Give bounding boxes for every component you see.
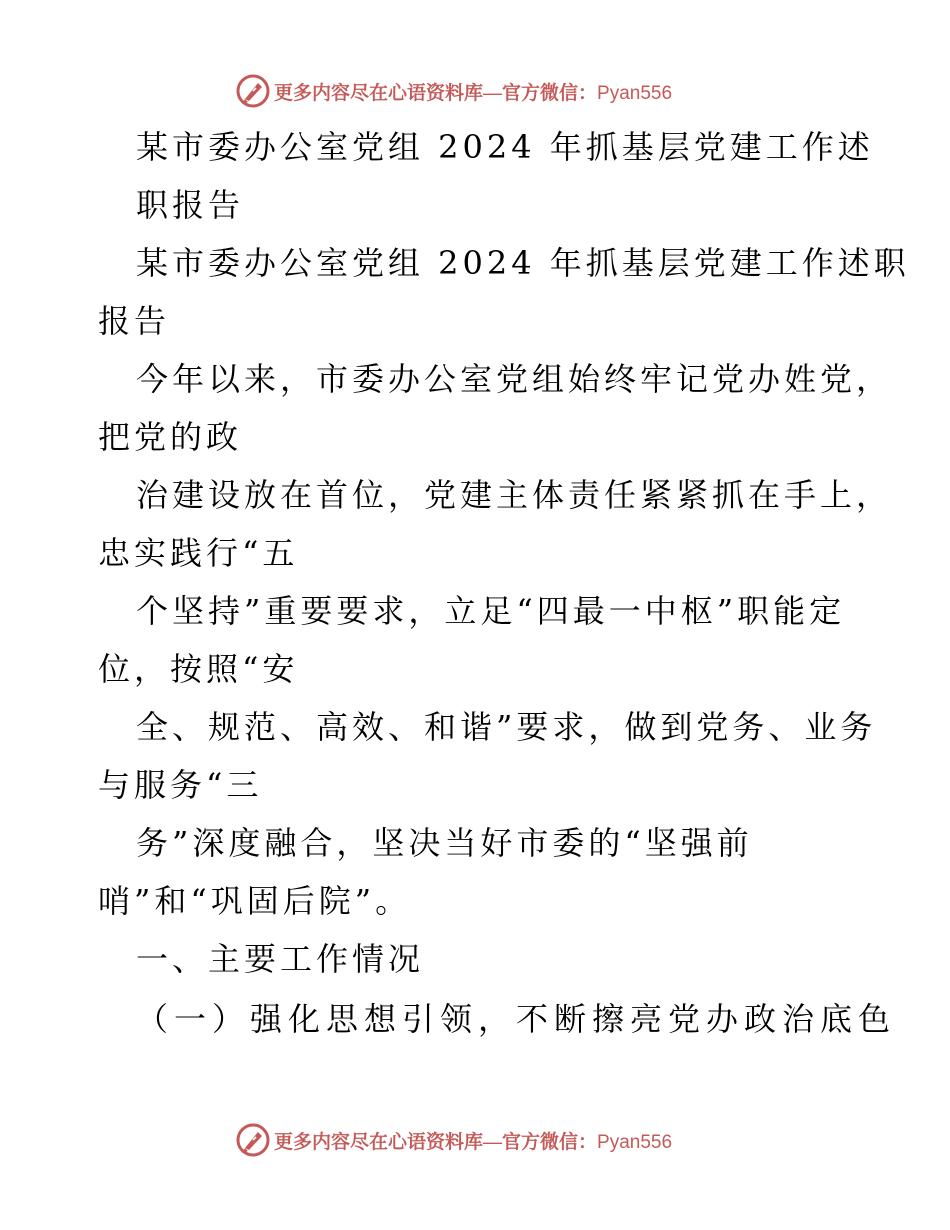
paragraph-line: 与服务“三 bbox=[98, 766, 263, 804]
subsection-heading: （一）强化思想引领，不断擦亮党办政治底色 bbox=[136, 1000, 897, 1038]
watermark-footer bbox=[236, 1123, 672, 1157]
paragraph-line: 报告 bbox=[98, 302, 171, 340]
paragraph-line: 全、规范、高效、和谐”要求，做到党务、业务 bbox=[136, 708, 877, 746]
watermark-text: 更多内容尽在心语资料库—官方微信：Pyan556 bbox=[274, 1131, 673, 1153]
paragraph-line: 把党的政 bbox=[98, 418, 243, 456]
watermark-text: 更多内容尽在心语资料库—官方微信：Pyan556 bbox=[274, 82, 673, 104]
paragraph-line: 个坚持”重要要求，立足“四最一中枢”职能定 bbox=[136, 592, 846, 630]
document-title-line-2: 职报告 bbox=[136, 186, 245, 224]
pen-nib-logo-icon bbox=[236, 1123, 270, 1157]
paragraph-line: 位，按照“安 bbox=[98, 650, 299, 688]
section-heading: 一、主要工作情况 bbox=[136, 940, 425, 978]
paragraph-line: 某市委办公室党组 2024 年抓基层党建工作述职 bbox=[136, 244, 910, 282]
paragraph-line: 忠实践行“五 bbox=[98, 534, 299, 572]
watermark-header bbox=[236, 74, 672, 108]
paragraph-line: 今年以来，市委办公室党组始终牢记党办姓党， bbox=[136, 360, 893, 398]
pen-nib-logo-icon bbox=[236, 74, 270, 108]
paragraph-line: 治建设放在首位，党建主体责任紧紧抓在手上， bbox=[136, 476, 893, 514]
paragraph-line: 务”深度融合，坚决当好市委的“坚强前 bbox=[136, 824, 753, 862]
document-title-line-1: 某市委办公室党组 2024 年抓基层党建工作述 bbox=[136, 128, 874, 166]
paragraph-line: 哨”和“巩固后院”。 bbox=[98, 882, 412, 920]
